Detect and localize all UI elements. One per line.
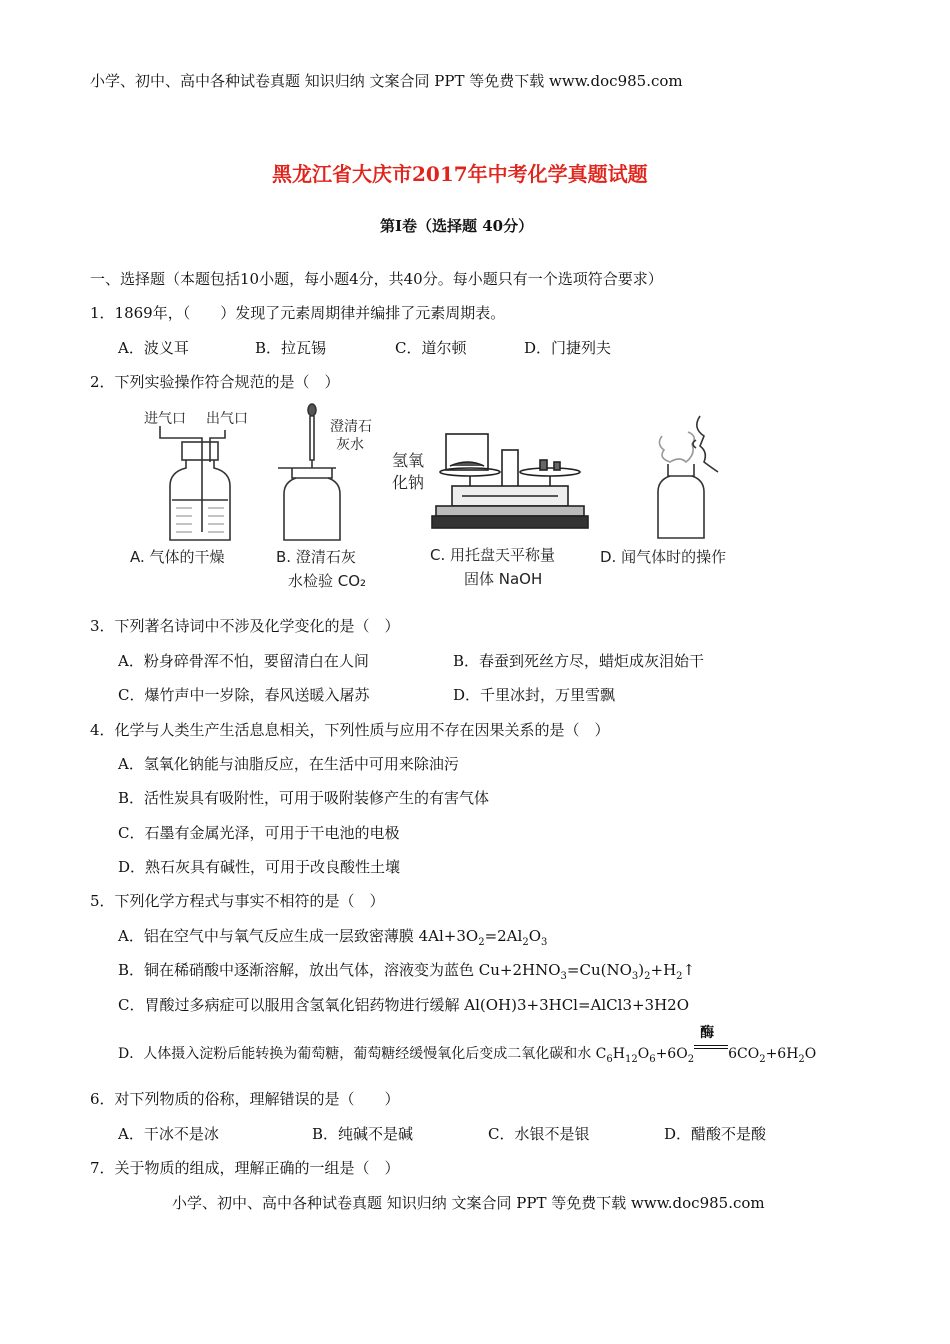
question-3-stem: 3．下列著名诗词中不涉及化学变化的是（ ）: [90, 617, 400, 635]
question-6-option-b: B．纯碱不是碱: [312, 1125, 414, 1143]
question-3-option-c: C．爆竹声中一岁除，春风送暖入屠苏: [118, 686, 370, 704]
question-3-option-a: A．粉身碎骨浑不怕，要留清白在人间: [118, 652, 369, 670]
question-4-option-a: A．氢氧化钠能与油脂反应，在生活中可用来除油污: [118, 755, 459, 773]
enzyme-condition-sign: [694, 1025, 728, 1058]
question-5-option-b: B．铜在稀硝酸中逐渐溶解，放出气体，溶液变为蓝色 $Cu+2HNO_3=Cu(NO_3)_2+H_2↑$: [118, 961, 696, 982]
figure-a-outlet-label: 出气口: [206, 411, 248, 427]
balance-icon: [432, 430, 592, 540]
question-4-stem: 4．化学与人类生产生活息息相关，下列性质与应用不存在因果关系的是（ ）: [90, 721, 610, 739]
question-6-option-a: A．干冰不是冰: [118, 1125, 219, 1143]
figure-b-caption-2: 水检验 CO₂: [288, 572, 367, 590]
question-4-option-c: C．石墨有金属光泽，可用于干电池的电极: [118, 824, 400, 842]
page-footer: 小学、初中、高中各种试卷真题 知识归纳 文案合同 PPT 等免费下载 www.doc985.com: [172, 1194, 765, 1212]
enzyme-label: 酶: [700, 1025, 715, 1041]
question-5-option-c: C．胃酸过多病症可以服用含氢氧化铝药物进行缓解 Al(OH)3+3HCl=AlCl3+3H2O: [118, 996, 690, 1014]
figure-d-smelling-gas: [600, 406, 760, 566]
figure-a-gas-drying: [120, 402, 270, 592]
question-1-option-a: A．波义耳: [118, 339, 189, 357]
gas-jar-smell-icon: [600, 406, 760, 546]
figure-c-caption-1: C. 用托盘天平称量: [430, 546, 556, 564]
question-3-option-d: D．千里冰封，万里雪飘: [453, 686, 616, 704]
page-title: 黑龙江省大庆市2017年中考化学真题试题: [272, 162, 648, 186]
figure-b-limewater-test: [270, 402, 410, 592]
question-1-option-c: C．道尔顿: [395, 339, 467, 357]
question-3-option-b: B．春蚕到死丝方尽，蜡炬成灰泪始干: [453, 652, 705, 670]
question-1-option-d: D．门捷列夫: [524, 339, 612, 357]
question-4-option-d: D．熟石灰具有碱性，可用于改良酸性土壤: [118, 858, 401, 876]
question-6-stem: 6．对下列物质的俗称，理解错误的是（ ）: [90, 1090, 400, 1108]
figure-c-label-1: 氢氧: [392, 451, 425, 470]
figure-b-label-1: 澄清石: [330, 419, 372, 435]
question-2-stem: 2．下列实验操作符合规范的是（ ）: [90, 373, 340, 391]
gas-washing-bottle-icon: [120, 402, 270, 552]
figure-b-caption-1: B. 澄清石灰: [276, 548, 356, 566]
question-5-option-d: D．人体摄入淀粉后能转换为葡萄糖，葡萄糖经缓慢氧化后变成二氧化碳和水 $C_6H_{12}O_6+6O_2$ 酶 $6CO_2+6H_2O$: [118, 1043, 816, 1065]
question-6-option-c: C．水银不是银: [488, 1125, 590, 1143]
section-subtitle: 第Ⅰ卷（选择题 40分）: [380, 217, 534, 235]
question-1-option-b: B．拉瓦锡: [255, 339, 327, 357]
question-6-option-d: D．醋酸不是酸: [664, 1125, 767, 1143]
figure-d-caption: D. 闻气体时的操作: [600, 548, 727, 566]
question-7-stem: 7．关于物质的组成，理解正确的一组是（ ）: [90, 1159, 400, 1177]
figure-c-label-2: 化钠: [392, 473, 425, 492]
question-4-option-b: B．活性炭具有吸附性，可用于吸附装修产生的有害气体: [118, 789, 490, 807]
figure-a-caption: A. 气体的干燥: [130, 548, 225, 566]
question-5-stem: 5．下列化学方程式与事实不相符的是（ ）: [90, 892, 385, 910]
question-5-option-a: A．铝在空气中与氧气反应生成一层致密薄膜 $4Al+3O_2=2Al_2O_3$: [118, 927, 548, 948]
question-1-stem: 1．1869年，（ ）发现了元素周期律并编排了元素周期表。: [90, 304, 506, 322]
figure-c-caption-2: 固体 NaOH: [464, 570, 543, 588]
page-header: 小学、初中、高中各种试卷真题 知识归纳 文案合同 PPT 等免费下载 www.doc985.com: [90, 72, 683, 90]
figure-c-balance-weighing: [392, 430, 592, 592]
figure-b-label-2: 灰水: [336, 437, 364, 453]
section-instructions: 一、选择题（本题包括10小题，每小题4分，共40分。每小题只有一个选项符合要求）: [90, 270, 663, 288]
figure-a-inlet-label: 进气口: [144, 411, 186, 427]
